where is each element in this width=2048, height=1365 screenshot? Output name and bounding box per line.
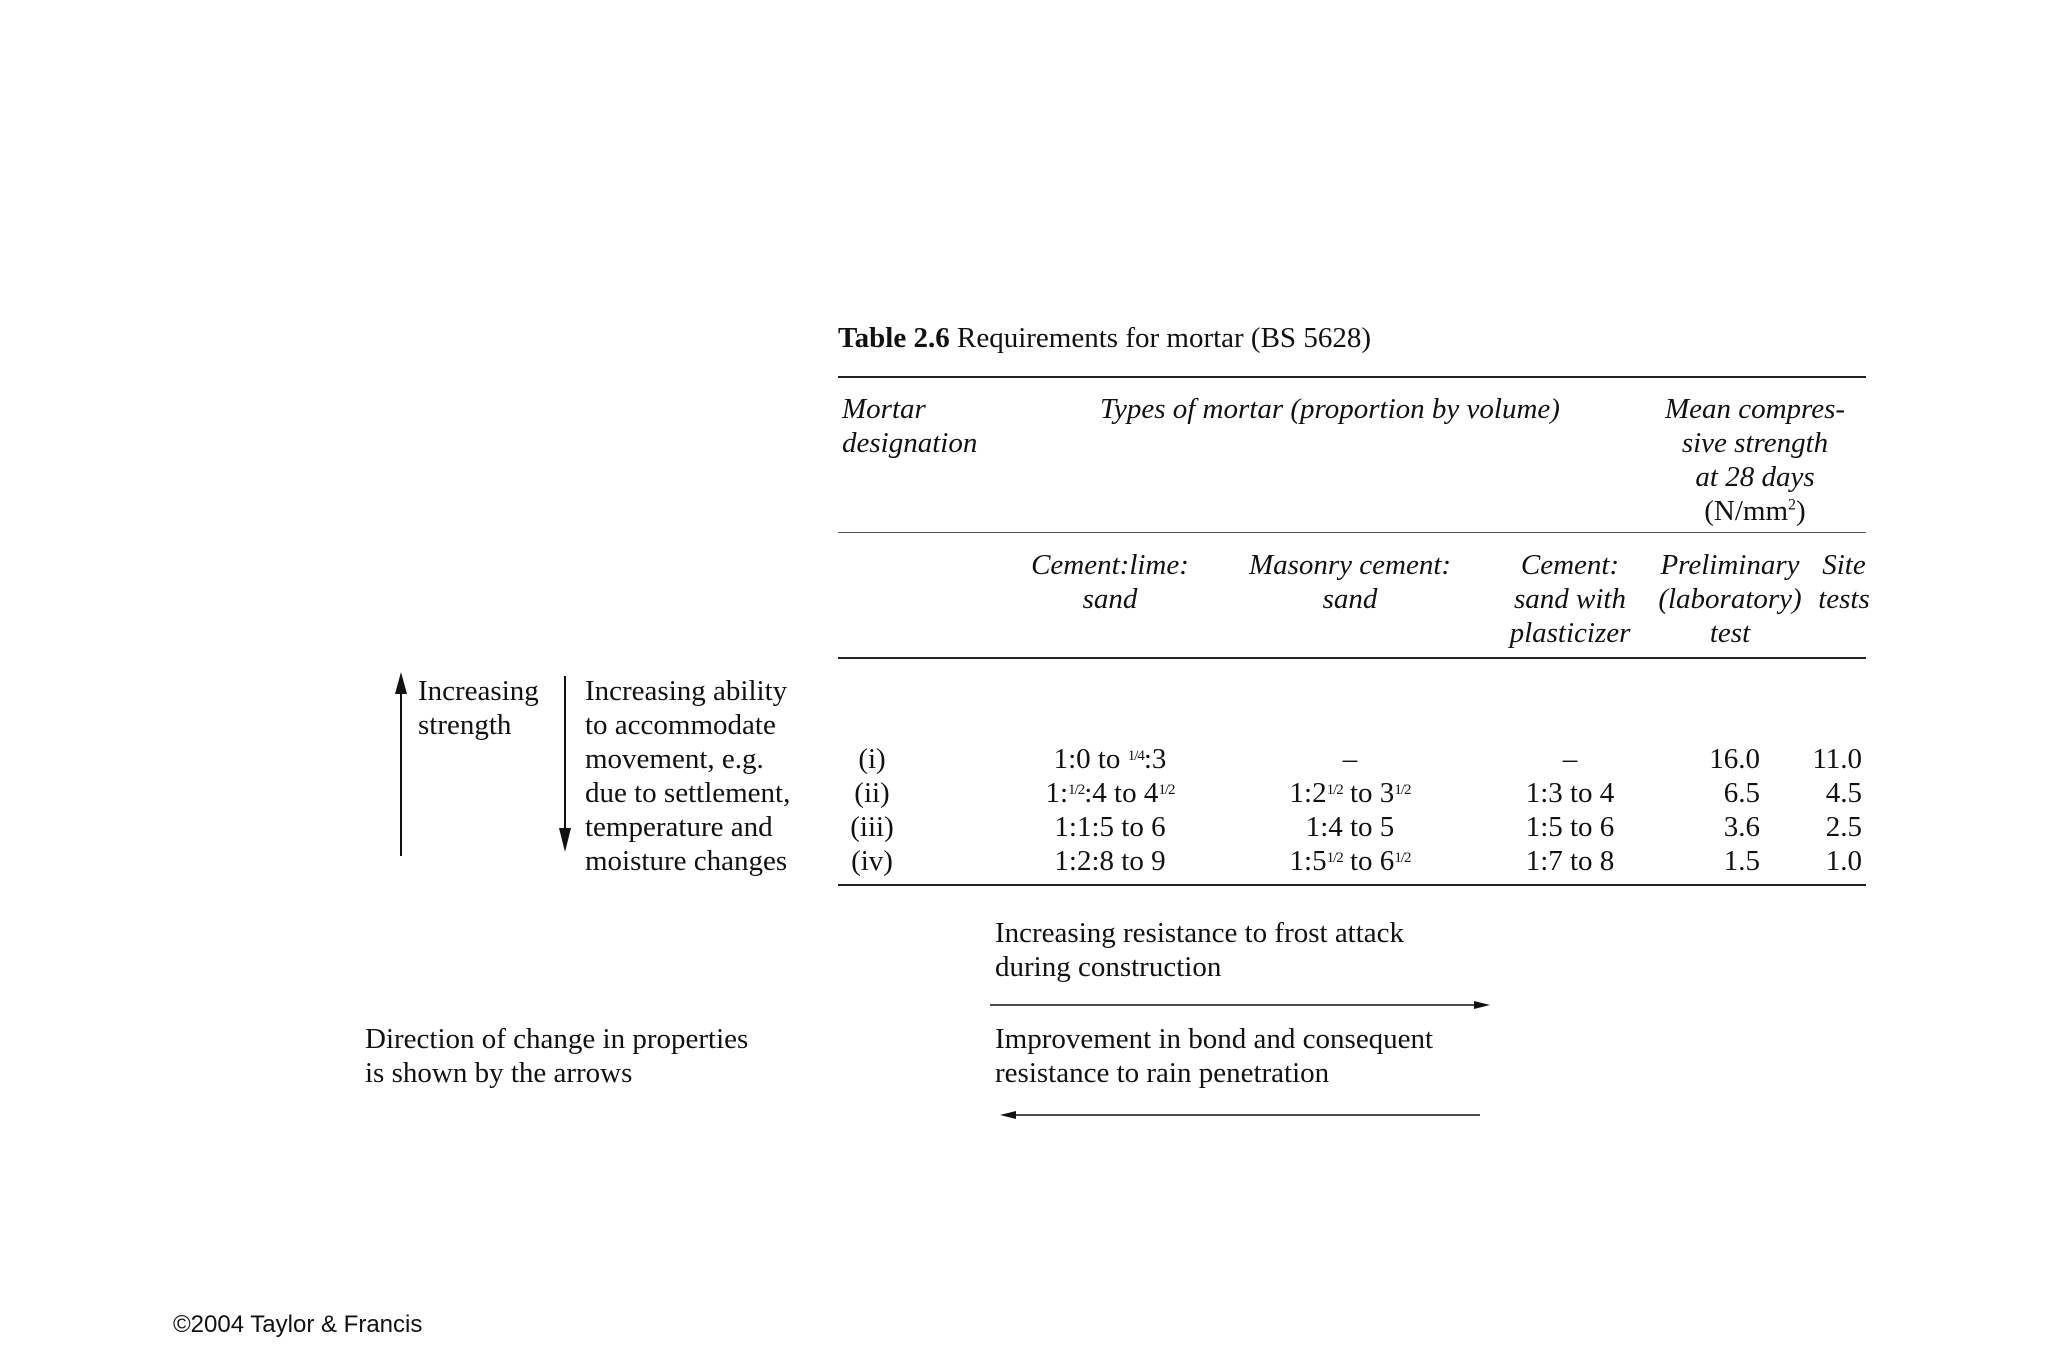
header-strength [1640, 392, 1870, 528]
header-types: Types of mortar (proportion by volume) [1100, 393, 1560, 425]
unit-sup: 2 [1788, 496, 1797, 514]
header-bottom-rule [838, 657, 1866, 659]
col-masonry-line1: Masonry cement: [1248, 549, 1452, 581]
frost-note-line1: Increasing resistance to frost attack [995, 917, 1405, 949]
cell-designation: (i) [858, 743, 886, 775]
header-mid-rule [838, 532, 1866, 533]
movement-label [585, 674, 790, 878]
cell-site: 2.5 [1825, 811, 1862, 843]
cell-plasticizer: – [1562, 743, 1578, 775]
bond-note-line2: resistance to rain penetration [995, 1057, 1330, 1089]
cell-designation: (iv) [851, 845, 893, 877]
cell-masonry: 1:51/2 to 61/2 [1289, 845, 1411, 877]
cell-masonry: 1:21/2 to 31/2 [1289, 777, 1411, 809]
cell-cement-lime: 1:1/2:4 to 41/2 [1045, 777, 1175, 809]
cell-preliminary: 3.6 [1723, 811, 1760, 843]
header-designation [842, 392, 977, 460]
cell-preliminary: 6.5 [1723, 777, 1760, 809]
cell-cement-lime: 1:1:5 to 6 [1054, 811, 1166, 843]
col-header-plasticizer [1500, 548, 1640, 650]
header-strength-unit [1640, 494, 1870, 528]
bond-note-line1: Improvement in bond and consequent [995, 1023, 1434, 1055]
movement-line4: due to settlement, [585, 777, 791, 809]
col-prelim-line3: test [1709, 617, 1751, 649]
strength-up-arrow-icon [392, 672, 410, 856]
direction-note [365, 1022, 748, 1090]
strength-label-line1: Increasing [418, 675, 539, 707]
unit-post: ) [1796, 495, 1806, 527]
col-header-preliminary [1650, 548, 1810, 650]
cell-site: 1.0 [1825, 845, 1862, 877]
header-strength-line1: Mean compres- [1664, 393, 1846, 425]
cell-cement-lime: 1:2:8 to 9 [1054, 845, 1166, 877]
table-number: Table 2.6 [838, 322, 950, 354]
table-caption: Requirements for mortar (BS 5628) [949, 322, 1371, 354]
frost-right-arrow-icon [990, 998, 1490, 1012]
direction-note-line1: Direction of change in properties [365, 1023, 749, 1055]
col-plast-line3: plasticizer [1509, 617, 1631, 649]
frost-note [995, 916, 1404, 984]
cell-plasticizer: 1:3 to 4 [1525, 777, 1615, 809]
cell-preliminary: 1.5 [1723, 845, 1760, 877]
bond-left-arrow-icon [1000, 1108, 1480, 1122]
cell-site: 4.5 [1825, 777, 1862, 809]
strength-label [418, 674, 539, 742]
col-header-cement-lime [1010, 548, 1210, 616]
col-site-line1: Site [1822, 549, 1866, 581]
col-header-site [1812, 548, 1876, 616]
movement-down-arrow-icon [556, 676, 574, 852]
col-plast-line1: Cement: [1520, 549, 1620, 581]
movement-line1: Increasing ability [585, 675, 788, 707]
cell-plasticizer: 1:7 to 8 [1525, 845, 1615, 877]
col-plast-line2: sand with [1514, 583, 1626, 615]
header-strength-line3: at 28 days [1695, 461, 1815, 493]
top-rule [838, 376, 1866, 378]
col-cement-lime-line2: sand [1082, 583, 1138, 615]
col-header-masonry [1230, 548, 1470, 616]
movement-line3: movement, e.g. [585, 743, 764, 775]
header-designation-line2: designation [842, 427, 978, 459]
col-prelim-line2: (laboratory) [1658, 583, 1802, 615]
col-masonry-line2: sand [1322, 583, 1378, 615]
cell-cement-lime: 1:0 to 1/4:3 [1053, 743, 1167, 775]
cell-preliminary: 16.0 [1709, 743, 1760, 775]
movement-line5: temperature and [585, 811, 773, 843]
unit-pre: (N/mm [1704, 495, 1789, 527]
col-cement-lime-line1: Cement:lime: [1031, 549, 1189, 581]
bottom-rule [838, 884, 1866, 886]
header-designation-line1: Mortar [842, 393, 926, 425]
col-prelim-line1: Preliminary [1660, 549, 1800, 581]
movement-line6: moisture changes [585, 845, 788, 877]
col-site-line2: tests [1818, 583, 1870, 615]
cell-plasticizer: 1:5 to 6 [1525, 811, 1615, 843]
bond-note [995, 1022, 1433, 1090]
cell-masonry: – [1342, 743, 1358, 775]
direction-note-line2: is shown by the arrows [365, 1057, 633, 1089]
header-strength-line2: sive strength [1681, 427, 1829, 459]
copyright-footer: ©2004 Taylor & Francis [173, 1311, 423, 1338]
frost-note-line2: during construction [995, 951, 1222, 983]
cell-designation: (ii) [854, 777, 890, 809]
cell-site: 11.0 [1812, 743, 1862, 775]
table-title [838, 321, 1371, 355]
cell-designation: (iii) [850, 811, 894, 843]
strength-label-line2: strength [418, 709, 512, 741]
cell-masonry: 1:4 to 5 [1305, 811, 1395, 843]
movement-line2: to accommodate [585, 709, 776, 741]
